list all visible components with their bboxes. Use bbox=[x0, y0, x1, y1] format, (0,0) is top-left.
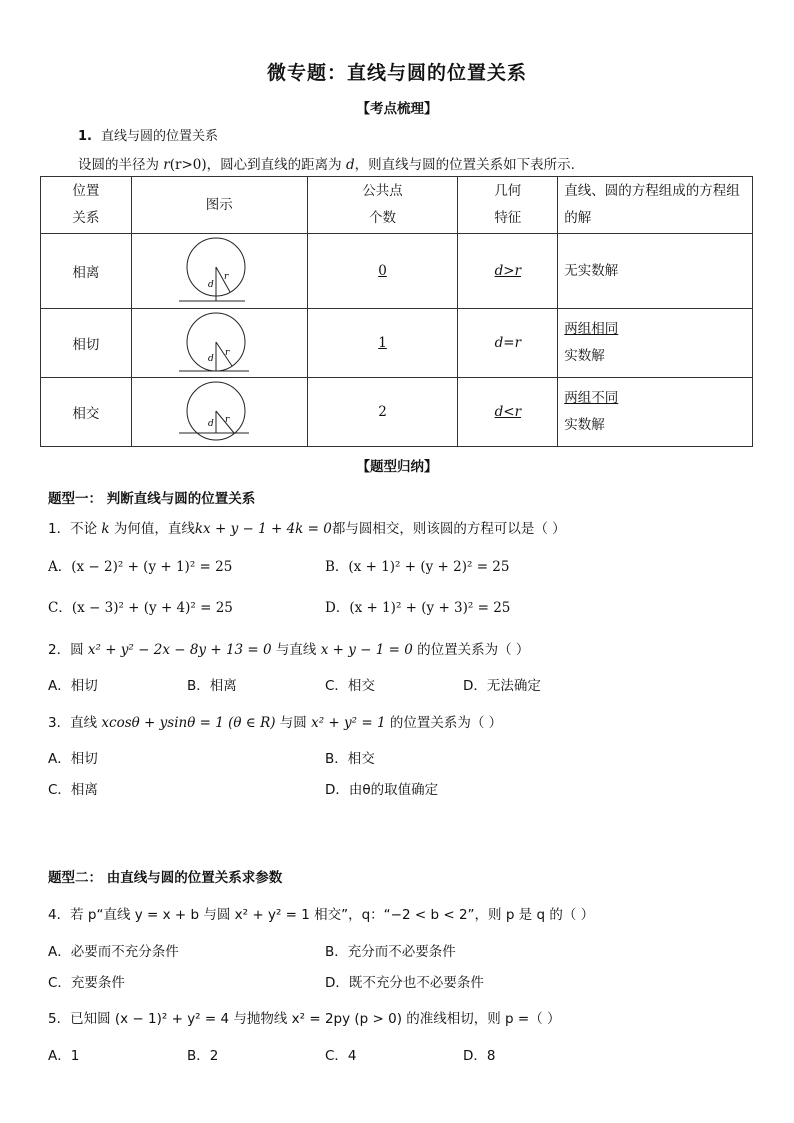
row-geometry: d<r bbox=[458, 378, 558, 447]
q2-stem: 2．圆 x² + y² − 2x − 8y + 13 = 0 与直线 x + y − 1 = 0 的位置关系为（ ） bbox=[48, 642, 530, 658]
header-solution: 直线、圆的方程组成的方程组 的解 bbox=[558, 177, 753, 234]
row-relation: 相交 bbox=[41, 378, 132, 447]
q4-option-b[interactable]: B．充分而不必要条件 bbox=[325, 944, 456, 960]
header-relation: 位置 关系 bbox=[41, 177, 132, 234]
q1-option-a[interactable]: A．(x − 2)² + (y + 1)² = 25 bbox=[48, 559, 233, 575]
table-row bbox=[41, 234, 753, 309]
row-count: 1 bbox=[307, 309, 458, 378]
circle-line-intersect-diagram bbox=[179, 380, 259, 444]
circle-line-separate-diagram bbox=[179, 237, 259, 305]
type2-heading: 题型二： 由直线与圆的位置关系求参数 bbox=[48, 870, 283, 886]
label-d: d bbox=[208, 419, 215, 429]
q4-option-a[interactable]: A．必要而不充分条件 bbox=[48, 944, 179, 960]
q2-option-c[interactable]: C．相交 bbox=[325, 678, 375, 694]
intro-condition: (r>0) bbox=[169, 157, 207, 173]
q5-option-b[interactable]: B．2 bbox=[187, 1048, 219, 1064]
item-number: 1. bbox=[78, 129, 92, 144]
row-count: 2 bbox=[307, 378, 458, 447]
row-solution: 无实数解 bbox=[558, 234, 753, 309]
label-r: r bbox=[225, 415, 230, 425]
header-count: 公共点 个数 bbox=[307, 177, 458, 234]
label-r: r bbox=[225, 348, 230, 358]
page-title: 微专题：直线与圆的位置关系 bbox=[266, 62, 527, 84]
q4-option-d[interactable]: D．既不充分也不必要条件 bbox=[325, 975, 484, 991]
intro-text bbox=[78, 153, 575, 173]
table-row bbox=[41, 309, 753, 378]
section-heading-types: 【题型归纳】 bbox=[356, 459, 438, 475]
relation-table bbox=[40, 176, 753, 447]
row-geometry: d>r bbox=[458, 234, 558, 309]
q4-stem: 4．若 p“直线 y = x + b 与圆 x² + y² = 1 相交”，q：“−2 < b < 2”，则 p 是 q 的（ ） bbox=[48, 907, 595, 923]
figure-separate bbox=[131, 234, 307, 309]
q5-stem: 5．已知圆 (x − 1)² + y² = 4 与抛物线 x² = 2py (p > 0) 的准线相切，则 p =（ ） bbox=[48, 1011, 561, 1027]
q2-option-a[interactable]: A．相切 bbox=[48, 678, 98, 694]
table-header-row bbox=[41, 177, 753, 234]
intro-part: ，圆心到直线的距离为 bbox=[206, 157, 346, 173]
header-geometry: 几何 特征 bbox=[458, 177, 558, 234]
row-relation: 相离 bbox=[41, 234, 132, 309]
row-relation: 相切 bbox=[41, 309, 132, 378]
q1-stem: 1．不论 k 为何值，直线kx + y − 1 + 4k = 0都与圆相交，则该圆的方程可以是（ ） bbox=[48, 521, 566, 537]
figure-tangent bbox=[131, 309, 307, 378]
q4-option-c[interactable]: C．充要条件 bbox=[48, 975, 125, 991]
row-solution: 两组不同 实数解 bbox=[558, 378, 753, 447]
q3-option-a[interactable]: A．相切 bbox=[48, 751, 98, 767]
intro-part: 设圆的半径为 bbox=[78, 157, 164, 173]
label-r: r bbox=[224, 272, 229, 282]
q5-option-a[interactable]: A．1 bbox=[48, 1048, 80, 1064]
section-heading-knowledge: 【考点梳理】 bbox=[356, 101, 438, 117]
q3-option-d[interactable]: D．由θ的取值确定 bbox=[325, 782, 439, 798]
figure-intersect bbox=[131, 378, 307, 447]
q1-option-d[interactable]: D．(x + 1)² + (y + 3)² = 25 bbox=[325, 600, 511, 616]
intro-part: ，则直线与圆的位置关系如下表所示. bbox=[354, 157, 575, 173]
header-figure: 图示 bbox=[131, 177, 307, 234]
q5-option-c[interactable]: C．4 bbox=[325, 1048, 357, 1064]
q1-option-b[interactable]: B．(x + 1)² + (y + 2)² = 25 bbox=[325, 559, 510, 575]
q1-option-c[interactable]: C．(x − 3)² + (y + 4)² = 25 bbox=[48, 600, 233, 616]
row-geometry: d=r bbox=[458, 309, 558, 378]
row-count: 0 bbox=[307, 234, 458, 309]
item-label: 直线与圆的位置关系 bbox=[101, 129, 219, 144]
q2-option-b[interactable]: B．相离 bbox=[187, 678, 237, 694]
type1-heading: 题型一： 判断直线与圆的位置关系 bbox=[48, 491, 256, 507]
label-d: d bbox=[208, 354, 215, 364]
q5-option-d[interactable]: D．8 bbox=[463, 1048, 496, 1064]
circle-line-tangent-diagram bbox=[179, 311, 259, 375]
q3-option-b[interactable]: B．相交 bbox=[325, 751, 375, 767]
row-solution: 两组相同 实数解 bbox=[558, 309, 753, 378]
label-d: d bbox=[208, 280, 215, 290]
table-row bbox=[41, 378, 753, 447]
q3-option-c[interactable]: C．相离 bbox=[48, 782, 98, 798]
intro-distance: d bbox=[345, 157, 355, 173]
intro-radius: r bbox=[163, 157, 170, 173]
q2-option-d[interactable]: D．无法确定 bbox=[463, 678, 541, 694]
q3-stem: 3．直线 xcosθ + ysinθ = 1 (θ ∈ R) 与圆 x² + y² = 1 的位置关系为（ ） bbox=[48, 715, 503, 731]
item-heading bbox=[78, 125, 218, 144]
